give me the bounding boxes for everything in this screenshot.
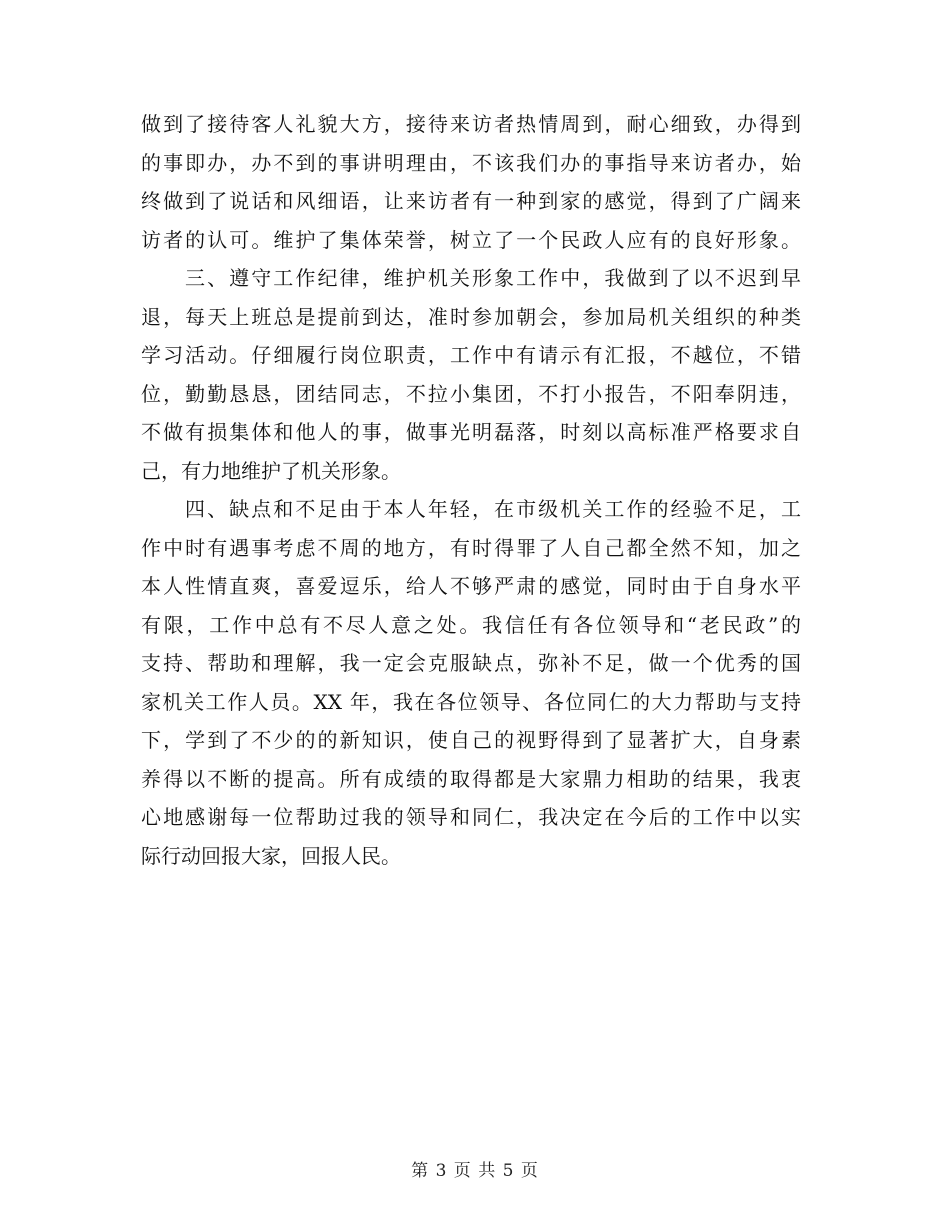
text-line: 访者的认可。维护了集体荣誉，树立了一个民政人应有的良好形象。 [141, 227, 801, 252]
text-line: 学习活动。仔细履行岗位职责，工作中有请示有汇报，不越位，不错 [141, 343, 801, 367]
text-line: 有限，工作中总有不尽人意之处。我信任有各位领导和“老民政”的 [141, 612, 801, 637]
text-line: 下，学到了不少的的新知识，使自己的视野得到了显著扩大，自身素 [141, 728, 801, 752]
text-line: 作中时有遇事考虑不周的地方，有时得罪了人自己都全然不知，加之 [141, 535, 801, 560]
text-line: 支持、帮助和理解，我一定会克服缺点，弥补不足，做一个优秀的国 [141, 651, 801, 675]
text-line: 位，勤勤恳恳，团结同志，不拉小集团，不打小报告，不阳奉阴违， [141, 381, 801, 406]
text-line: 心地感谢每一位帮助过我的领导和同仁，我决定在今后的工作中以实 [141, 805, 801, 829]
text-line: 不做有损集体和他人的事，做事光明磊落，时刻以高标准严格要求自 [141, 420, 801, 444]
text-line: 四、缺点和不足由于本人年轻，在市级机关工作的经验不足，工 [185, 497, 801, 521]
text-line: 退，每天上班总是提前到达，准时参加朝会，参加局机关组织的种类 [141, 304, 801, 329]
text-line: 做到了接待客人礼貌大方，接待来访者热情周到，耐心细致，办得到 [141, 112, 801, 136]
text-line: 三、遵守工作纪律，维护机关形象工作中，我做到了以不迟到早 [185, 266, 801, 290]
document-body [141, 105, 801, 875]
text-line: 终做到了说话和风细语，让来访者有一种到家的感觉，得到了广阔来 [141, 189, 801, 213]
text-line: 际行动回报大家，回报人民。 [141, 843, 401, 868]
text-line: 养得以不断的提高。所有成绩的取得都是大家鼎力相助的结果，我衷 [141, 766, 801, 791]
page-number-footer: 第 3 页 共 5 页 [411, 1161, 539, 1181]
text-line: 己，有力地维护了机关形象。 [141, 458, 401, 483]
text-line: 的事即办，办不到的事讲明理由，不该我们办的事指导来访者办，始 [141, 150, 801, 175]
text-line: 家机关工作人员。XX 年，我在各位领导、各位同仁的大力帮助与支持 [141, 689, 801, 714]
text-line: 本人性情直爽，喜爱逗乐，给人不够严肃的感觉，同时由于自身水平 [141, 574, 801, 598]
